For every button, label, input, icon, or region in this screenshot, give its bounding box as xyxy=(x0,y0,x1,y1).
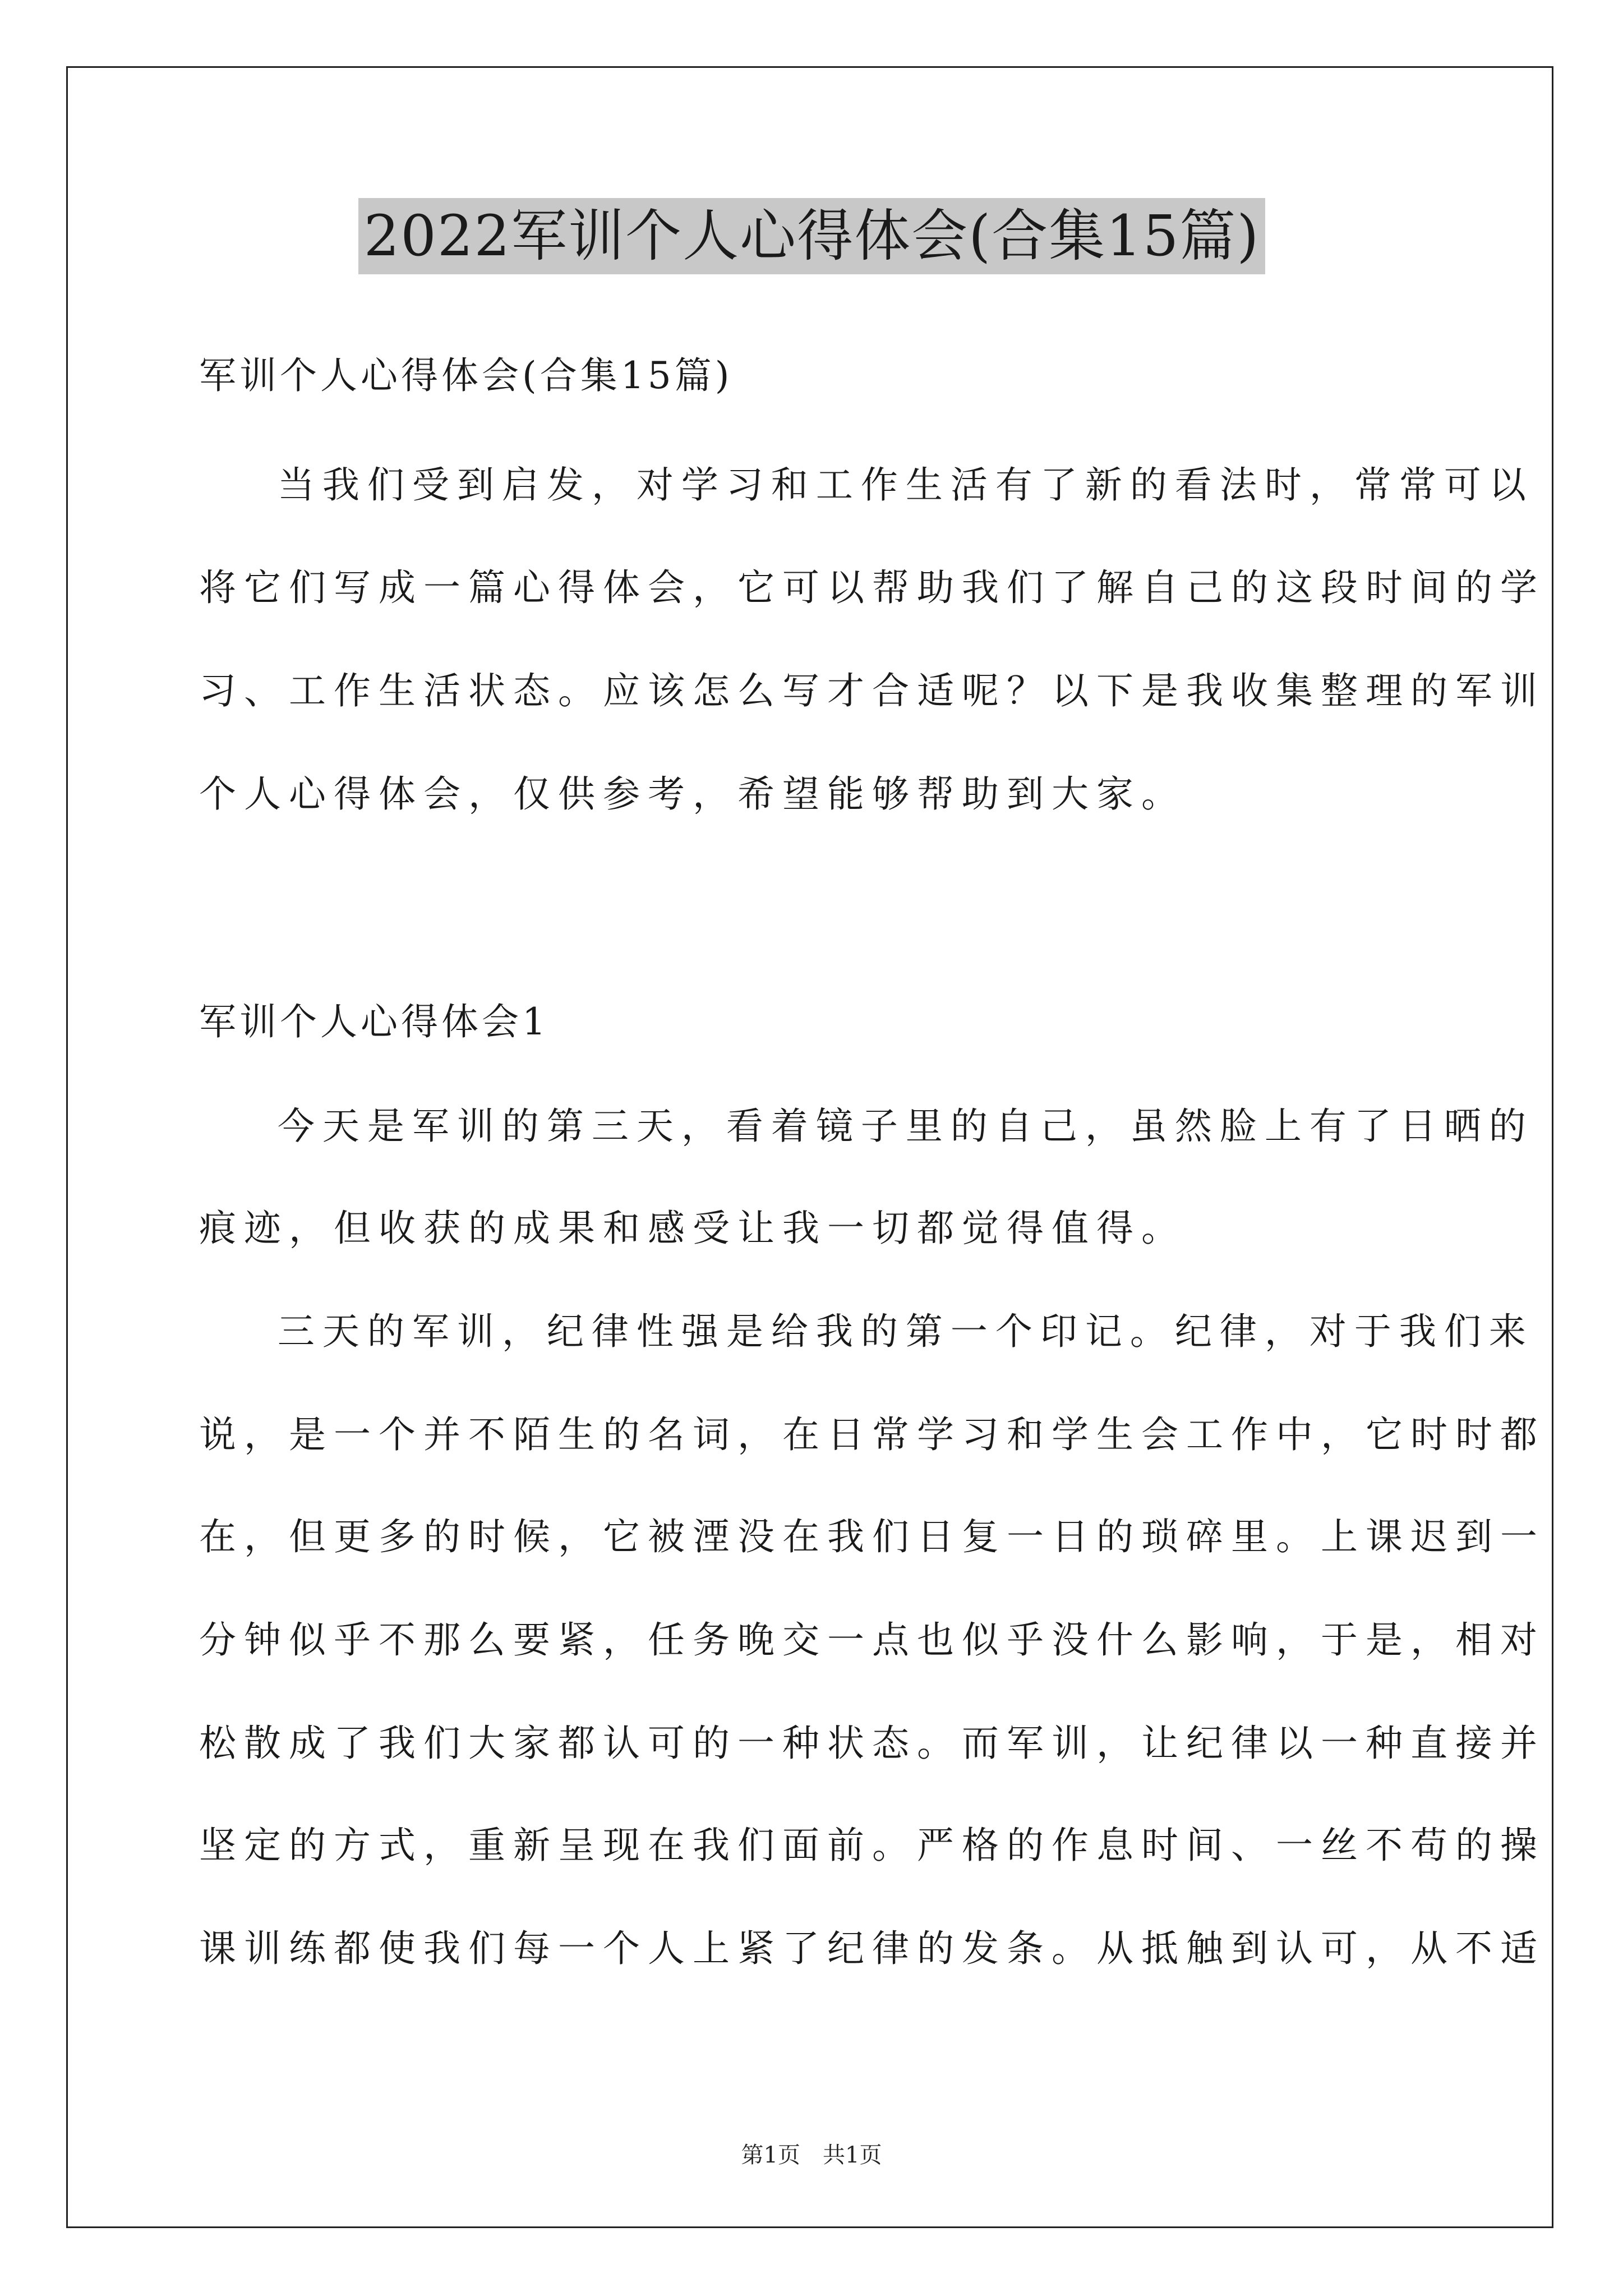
document-subtitle: 军训个人心得体会(合集15篇) xyxy=(199,354,733,397)
section-heading: 军训个人心得体会1 xyxy=(199,1000,549,1043)
paragraph-line: 课训练都使我们每一个人上紧了纪律的发条。从抵触到认可，从不适 xyxy=(199,1927,1545,1970)
title-container xyxy=(199,198,1424,274)
intro-line: 将它们写成一篇心得体会，它可以帮助我们了解自己的这段时间的学 xyxy=(199,566,1545,609)
paragraph-line: 坚定的方式，重新呈现在我们面前。严格的作息时间、一丝不苟的操 xyxy=(199,1824,1545,1867)
paragraph-line: 三天的军训，纪律性强是给我的第一个印记。纪律，对于我们来 xyxy=(199,1310,1534,1353)
page-number: 第1页 xyxy=(741,2142,800,2168)
paragraph-line: 分钟似乎不那么要紧，任务晚交一点也似乎没什么影响，于是，相对 xyxy=(199,1618,1545,1662)
page-footer xyxy=(0,2137,1623,2169)
intro-line: 习、工作生活状态。应该怎么写才合适呢？以下是我收集整理的军训 xyxy=(199,669,1545,712)
intro-line: 当我们受到启发，对学习和工作生活有了新的看法时，常常可以 xyxy=(199,463,1534,507)
paragraph-line: 痕迹，但收获的成果和感受让我一切都觉得值得。 xyxy=(199,1207,1186,1250)
paragraph-line: 今天是军训的第三天，看着镜子里的自己，虽然脸上有了日晒的 xyxy=(199,1105,1534,1148)
intro-line: 个人心得体会，仅供参考，希望能够帮助到大家。 xyxy=(199,772,1186,816)
document-title: 2022军训个人心得体会(合集15篇) xyxy=(358,198,1266,274)
paragraph-line: 在，但更多的时候，它被湮没在我们日复一日的琐碎里。上课迟到一 xyxy=(199,1515,1545,1558)
paragraph-line: 松散成了我们大家都认可的一种状态。而军训，让纪律以一种直接并 xyxy=(199,1722,1545,1765)
page-total: 共1页 xyxy=(823,2142,882,2168)
paragraph-line: 说，是一个并不陌生的名词，在日常学习和学生会工作中，它时时都 xyxy=(199,1413,1545,1456)
